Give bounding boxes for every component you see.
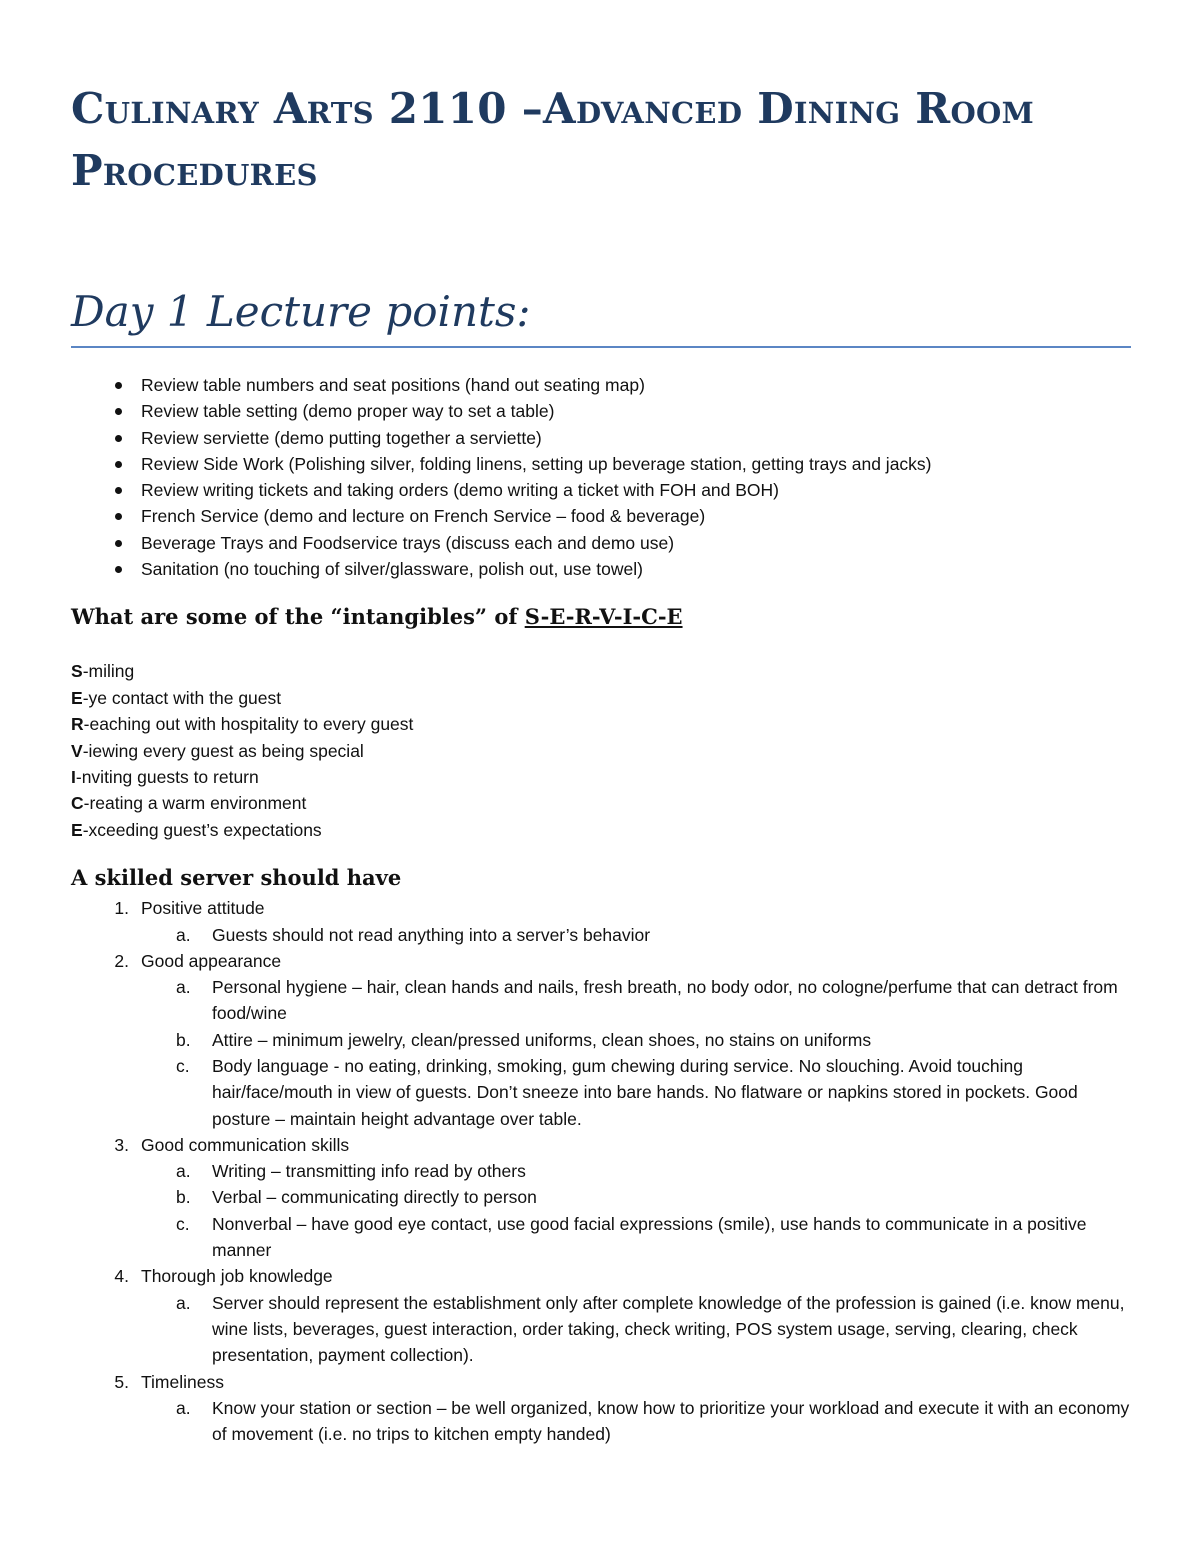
- sub-list-item: c. Nonverbal – have good eye contact, use good facial expressions (smile), use hands to communicate in a positive manner: [176, 1213, 1087, 1261]
- lecture-points-list: [71, 372, 1131, 582]
- bullet-icon: [115, 566, 122, 573]
- list-item: [71, 1263, 1131, 1368]
- list-item: [71, 948, 1131, 1132]
- sub-list-item: a. Know your station or section – be well organized, know how to prioritize your workload and execute it with an economy of movement (i.e. no trips to kitchen empty handed): [176, 1397, 1130, 1445]
- sub-list-item: b. Attire – minimum jewelry, clean/pressed uniforms, clean shoes, no stains on uniforms: [176, 1029, 872, 1050]
- bullet-icon: [115, 461, 122, 468]
- list-item: Review table setting (demo proper way to set a table): [71, 398, 1131, 424]
- list-item: Review serviette (demo putting together a serviette): [71, 425, 1131, 451]
- list-item: Review writing tickets and taking orders (demo writing a ticket with FOH and BOH): [71, 477, 1131, 503]
- list-item: [71, 1132, 1131, 1263]
- list-item: E-ye contact with the guest: [71, 687, 282, 708]
- skilled-server-heading: A skilled server should have: [71, 865, 402, 891]
- item-label: Good appearance: [141, 950, 282, 971]
- sub-list-item: a. Personal hygiene – hair, clean hands and nails, fresh breath, no body odor, no cologne/perfume that can detract from food/wine: [176, 977, 1118, 1024]
- document-page: [71, 78, 1131, 1447]
- item-number: 5.: [114, 1371, 129, 1392]
- section-heading-lecture-points: Day 1 Lecture points:: [71, 286, 1131, 348]
- item-label: Thorough job knowledge: [141, 1266, 333, 1287]
- bullet-icon: [115, 513, 122, 520]
- item-number: 2.: [114, 950, 129, 971]
- sub-list: [141, 1290, 1131, 1369]
- item-number: 4.: [114, 1266, 129, 1287]
- list-item: Beverage Trays and Foodservice trays (discuss each and demo use): [71, 530, 1131, 556]
- list-item: C-reating a warm environment: [71, 793, 307, 814]
- bullet-icon: [115, 408, 122, 415]
- list-item: French Service (demo and lecture on French Service – food & beverage): [71, 503, 1131, 529]
- sub-list: [141, 1158, 1131, 1263]
- title-line-2: Procedures: [71, 146, 318, 195]
- service-heading: What are some of the “intangibles” of S-E-R-V-I-C-E: [71, 604, 683, 630]
- sub-list: [141, 922, 1131, 948]
- item-label: Positive attitude: [141, 898, 265, 919]
- list-item: Sanitation (no touching of silver/glassware, polish out, use towel): [71, 556, 1131, 582]
- sub-list-item: a. Guests should not read anything into a server’s behavior: [176, 924, 651, 945]
- service-acronym-list: [71, 658, 1131, 843]
- list-item: V-iewing every guest as being special: [71, 740, 364, 761]
- list-item: Review Side Work (Polishing silver, folding linens, setting up beverage station, getting trays and jacks): [71, 451, 1131, 477]
- document-title: [71, 78, 1131, 202]
- sub-list: [141, 974, 1131, 1132]
- item-number: 3.: [114, 1134, 129, 1155]
- list-item: E-xceeding guest’s expectations: [71, 819, 322, 840]
- item-number: 1.: [114, 898, 129, 919]
- list-item: [71, 895, 1131, 948]
- service-acronym: S-E-R-V-I-C-E: [524, 604, 683, 630]
- list-item: [71, 1369, 1131, 1448]
- bullet-icon: [115, 540, 122, 547]
- sub-list-item: b. Verbal – communicating directly to person: [176, 1187, 537, 1208]
- skills-list: [71, 895, 1131, 1447]
- bullet-icon: [115, 435, 122, 442]
- list-item: R-eaching out with hospitality to every guest: [71, 714, 414, 735]
- sub-list-item: a. Server should represent the establishment only after complete knowledge of the profession is gained (i.e. know menu, wine lists, beverages, guest interaction, order taking, check writing, POS system usage, serving, clearing, check presentation, payment collection).: [176, 1292, 1125, 1366]
- bullet-icon: [115, 487, 122, 494]
- title-line-1: Culinary Arts 2110 –Advanced Dining Room: [71, 84, 1034, 133]
- list-item: Review table numbers and seat positions (hand out seating map): [71, 372, 1131, 398]
- sub-list: [141, 1395, 1131, 1448]
- item-label: Good communication skills: [141, 1134, 350, 1155]
- bullet-icon: [115, 382, 122, 389]
- sub-list-item: c. Body language - no eating, drinking, smoking, gum chewing during service. No slouching. Avoid touching hair/face/mouth in view of guests. Don’t sneeze into bare hands. No flatware or napkins stored in pockets. Good posture – maintain height advantage over table.: [176, 1056, 1078, 1129]
- item-label: Timeliness: [141, 1371, 224, 1392]
- sub-list-item: a. Writing – transmitting info read by others: [176, 1161, 526, 1182]
- list-item: S-miling: [71, 661, 135, 682]
- list-item: I-nviting guests to return: [71, 767, 259, 787]
